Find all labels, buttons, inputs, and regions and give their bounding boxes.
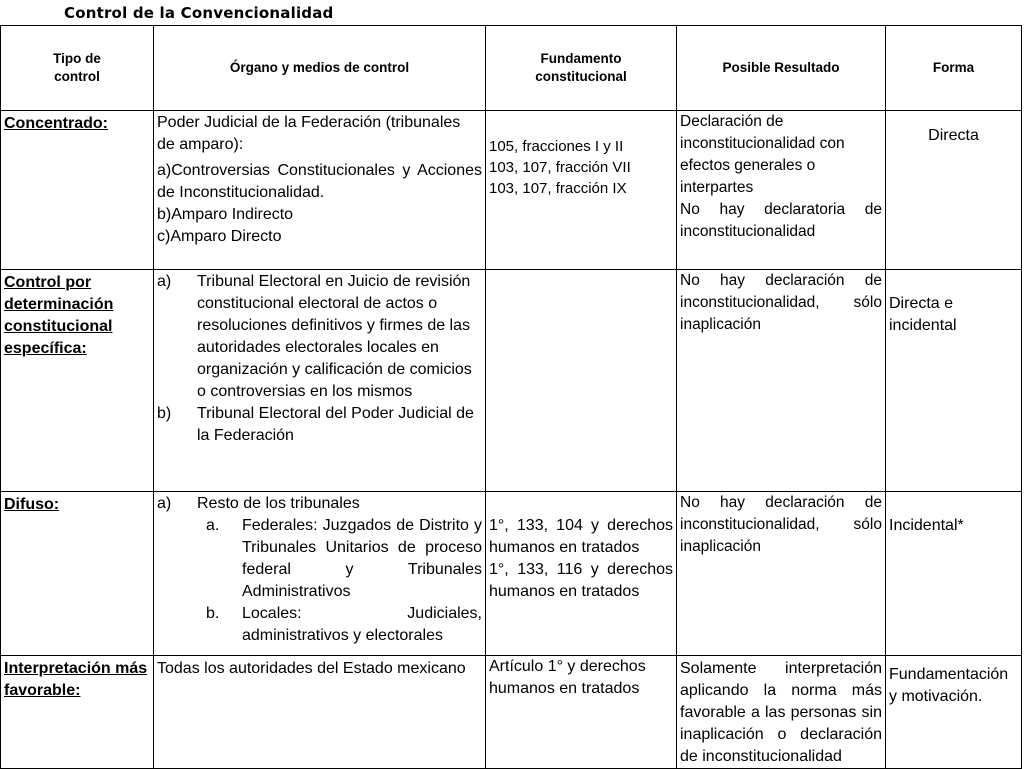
fundamento-line: 103, 107, fracción IX bbox=[489, 180, 627, 197]
resultado-text: No hay declaratoria de inconstitucionalidad bbox=[680, 201, 882, 240]
fundamento-line: 103, 107, fracción VII bbox=[489, 159, 631, 176]
row-tipo-label: Concentrado: bbox=[1, 111, 154, 270]
header-resultado: Posible Resultado bbox=[677, 26, 886, 111]
row-fundamento-cell: Artículo 1° y derechos humanos en tratados bbox=[486, 656, 677, 769]
document-title: Control de la Convencionalidad bbox=[64, 4, 334, 22]
row-tipo-label: Control por determinación constitucional específica: bbox=[1, 270, 154, 492]
row-forma-cell: Incidental* bbox=[886, 492, 1022, 656]
row-organo-cell: Todas los autoridades del Estado mexicano bbox=[154, 656, 486, 769]
header-forma: Forma bbox=[886, 26, 1022, 111]
fundamento-line: 1°, 133, 104 y derechos humanos en tratados bbox=[489, 517, 673, 556]
row-resultado-cell: No hay declaración de inconstitucionalidad, sólo inaplicación bbox=[677, 270, 886, 492]
organo-list-item: a) Tribunal Electoral en Juicio de revisión constitucional electoral de actos o resoluciones definitivos y firmes de las autoridades electorales locales en organización y calificación de comicios o controversias en los mismos bbox=[157, 273, 472, 400]
row-resultado-cell: No hay declaración de inconstitucionalidad, sólo inaplicación bbox=[677, 492, 886, 656]
organo-heading: Poder Judicial de la Federación (tribunales de amparo): bbox=[157, 114, 461, 153]
row-resultado-cell bbox=[677, 111, 886, 270]
fundamento-line: 105, fracciones I y II bbox=[489, 138, 624, 155]
row-organo-cell bbox=[154, 492, 486, 656]
organo-sublist-item: a. Federales: Juzgados de Distrito y Tribunales Unitarios de proceso federal y Tribunales Administrativos bbox=[206, 517, 482, 600]
row-forma-cell: Directa bbox=[886, 111, 1022, 270]
table-row bbox=[1, 656, 1022, 769]
table-row bbox=[1, 270, 1022, 492]
fundamento-line: 1°, 133, 116 y derechos humanos en tratados bbox=[489, 561, 673, 600]
organo-item: c)Amparo Directo bbox=[157, 228, 282, 245]
header-tipo: Tipo de control bbox=[1, 26, 154, 111]
organo-item: a)Controversias Constitucionales y Acciones de Inconstitucionalidad. bbox=[157, 162, 482, 201]
organo-item: b)Amparo Indirecto bbox=[157, 206, 294, 223]
resultado-text: Declaración de inconstitucionalidad con efectos generales o interpartes bbox=[680, 113, 845, 196]
row-organo-cell bbox=[154, 111, 486, 270]
table-row bbox=[1, 111, 1022, 270]
organo-sublist-item: b. Locales: Judiciales, administrativos y electorales bbox=[206, 605, 482, 644]
row-tipo-label: Interpretación más favorable: bbox=[1, 656, 154, 769]
row-tipo-label: Difuso: bbox=[1, 492, 154, 656]
row-fundamento-cell bbox=[486, 270, 677, 492]
row-resultado-cell: Solamente interpretación aplicando la norma más favorable a las personas sin inaplicación o declaración de inconstitucionalidad bbox=[677, 656, 886, 769]
row-organo-cell bbox=[154, 270, 486, 492]
header-fundamento: Fundamento constitucional bbox=[486, 26, 677, 111]
organo-list-item: b) Tribunal Electoral del Poder Judicial de la Federación bbox=[157, 405, 474, 444]
row-forma-cell: Fundamentación y motivación. bbox=[886, 656, 1022, 769]
convencionalidad-table bbox=[0, 25, 1022, 769]
row-forma-cell: Directa e incidental bbox=[886, 270, 1022, 492]
organo-list-item: a) Resto de los tribunales bbox=[157, 495, 360, 512]
row-fundamento-cell bbox=[486, 111, 677, 270]
header-row bbox=[1, 26, 1022, 111]
row-fundamento-cell bbox=[486, 492, 677, 656]
header-organo: Órgano y medios de control bbox=[154, 26, 486, 111]
table-row bbox=[1, 492, 1022, 656]
